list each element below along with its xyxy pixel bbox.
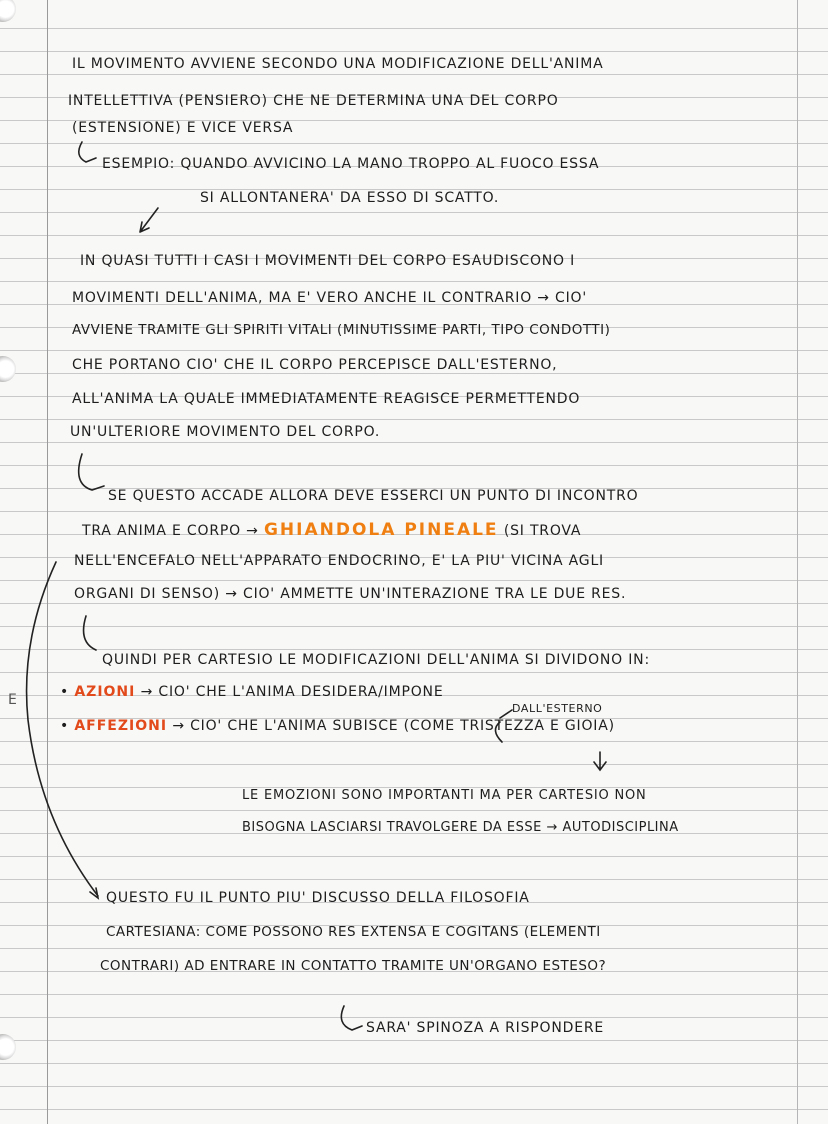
text-line: BISOGNA LASCIARSI TRAVOLGERE DA ESSE → AUTODISCIPLINA — [242, 820, 679, 835]
highlight-azioni: AZIONI — [74, 684, 136, 700]
list-item-azioni — [60, 684, 443, 700]
hook-arrow-4 — [341, 1006, 362, 1030]
text-line: AVVIENE TRAMITE GLI SPIRITI VITALI (MINUTISSIME PARTI, TIPO CONDOTTI) — [72, 322, 611, 338]
text-line: LE EMOZIONI SONO IMPORTANTI MA PER CARTESIO NON — [242, 788, 647, 803]
text-line: SI ALLONTANERA' DA ESSO DI SCATTO. — [200, 190, 500, 206]
hook-arrow-1 — [79, 142, 96, 162]
bullet: • — [60, 684, 70, 700]
text-line: CONTRARI) AD ENTRARE IN CONTATTO TRAMITE UN'ORGANO ESTESO? — [100, 958, 607, 974]
text-segment: TRA ANIMA E CORPO → — [82, 523, 259, 539]
annotation-dall-esterno: DALL'ESTERNO — [512, 702, 603, 715]
text-line: ESEMPIO: QUANDO AVVICINO LA MANO TROPPO AL FUOCO ESSA — [102, 156, 600, 172]
text-line: QUESTO FU IL PUNTO PIU' DISCUSSO DELLA FILOSOFIA — [106, 890, 530, 906]
text-segment: → CIO' CHE L'ANIMA SUBISCE (COME TRISTEZZA E GIOIA) — [172, 718, 615, 734]
list-item-affezioni — [60, 718, 615, 734]
text-line: UN'ULTERIORE MOVIMENTO DEL CORPO. — [70, 424, 381, 440]
text-line: IL MOVIMENTO AVVIENE SECONDO UNA MODIFICAZIONE DELL'ANIMA — [72, 56, 604, 72]
text-segment: → CIO' CHE L'ANIMA DESIDERA/IMPONE — [140, 684, 444, 700]
text-line: INTELLETTIVA (PENSIERO) CHE NE DETERMINA UNA DEL CORPO — [68, 93, 559, 109]
margin-mark: E — [8, 692, 18, 708]
dall-esterno-arrow — [500, 710, 512, 718]
down-arrow-1 — [140, 208, 158, 232]
hook-arrow-3 — [84, 616, 96, 650]
conclusion-line: SARA' SPINOZA A RISPONDERE — [366, 1020, 605, 1036]
down-arrow-2 — [594, 752, 606, 770]
bullet: • — [60, 718, 70, 734]
text-line: ALL'ANIMA LA QUALE IMMEDIATAMENTE REAGISCE PERMETTENDO — [72, 391, 581, 407]
highlight-affezioni: AFFEZIONI — [74, 718, 168, 734]
hook-arrow-2 — [79, 454, 104, 490]
text-line: (ESTENSIONE) E VICE VERSA — [72, 120, 294, 136]
text-line: CARTESIANA: COME POSSONO RES EXTENSA E COGITANS (ELEMENTI — [106, 924, 601, 940]
text-line: NELL'ENCEFALO NELL'APPARATO ENDOCRINO, E' LA PIU' VICINA AGLI — [74, 553, 604, 569]
text-segment: (SI TROVA — [503, 523, 582, 539]
text-line: IN QUASI TUTTI I CASI I MOVIMENTI DEL CORPO ESAUDISCONO I — [80, 253, 576, 269]
text-line: MOVIMENTI DELL'ANIMA, MA E' VERO ANCHE IL CONTRARIO → CIO' — [72, 290, 588, 306]
highlight-ghiandola-pineale: GHIANDOLA PINEALE — [263, 520, 499, 540]
text-line: QUINDI PER CARTESIO LE MODIFICAZIONI DELL'ANIMA SI DIVIDONO IN: — [102, 652, 650, 668]
text-line — [82, 520, 581, 540]
text-line: SE QUESTO ACCADE ALLORA DEVE ESSERCI UN PUNTO DI INCONTRO — [108, 488, 639, 504]
text-line: ORGANI DI SENSO) → CIO' AMMETTE UN'INTERAZIONE TRA LE DUE RES. — [74, 586, 627, 602]
text-line: CHE PORTANO CIO' CHE IL CORPO PERCEPISCE DALL'ESTERNO, — [72, 357, 558, 373]
